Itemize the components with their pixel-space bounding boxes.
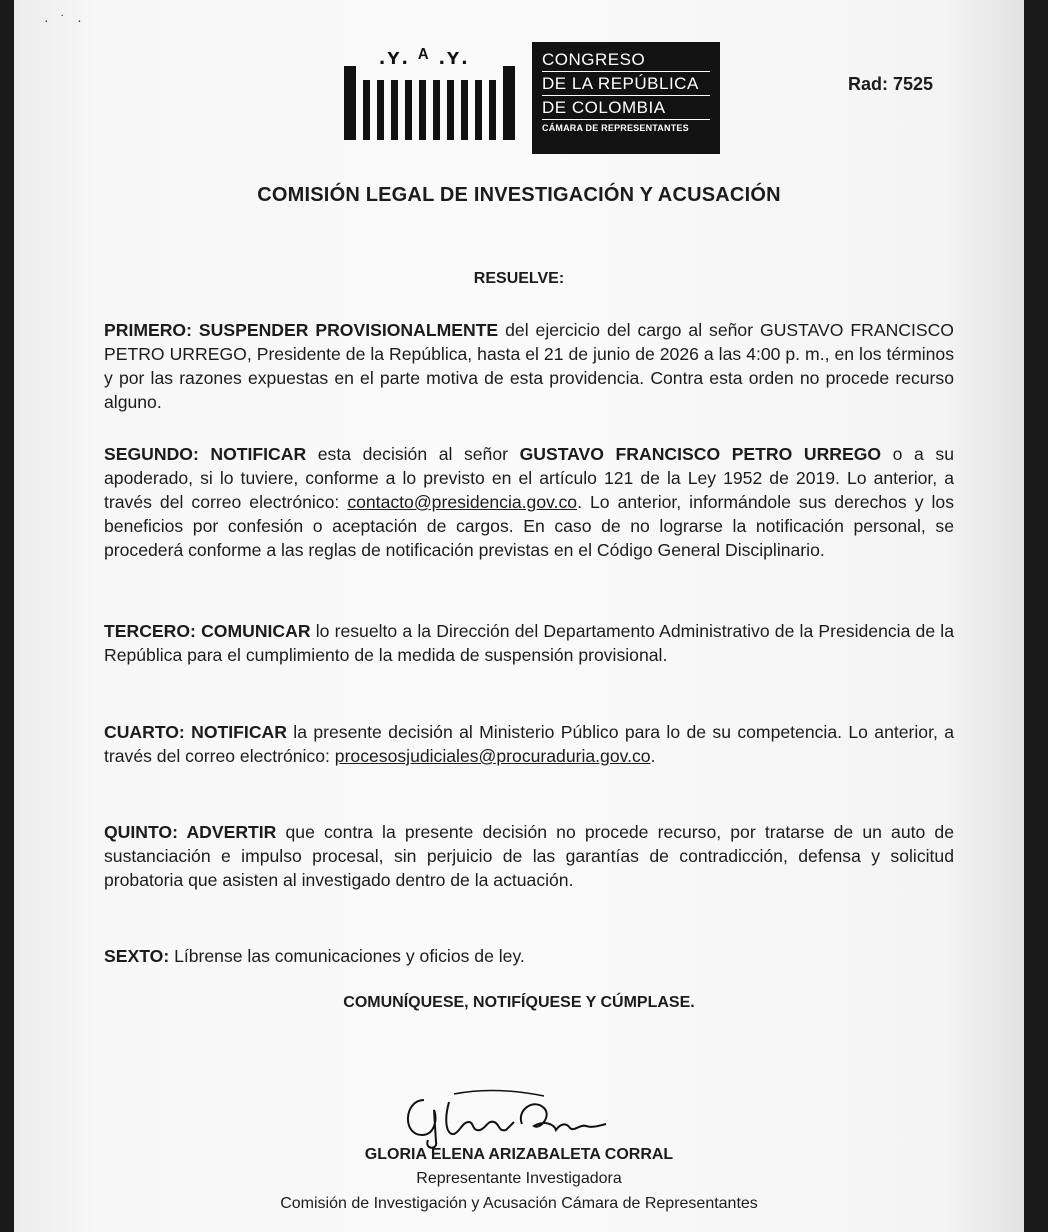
- signer-organization: Comisión de Investigación y Acusación Cámara de Representantes: [280, 1195, 758, 1212]
- paragraph-text: o a su apoderado, si lo tuviere, conforme a lo previsto en el artículo 121 de la Ley 1952 de 2019. Lo anterior, a través del correo electrónico:: [104, 444, 954, 512]
- column-bar: [433, 80, 440, 140]
- capitol-emblem: [344, 44, 524, 154]
- paragraph-text: Líbrense las comunicaciones y oficios de ley.: [169, 946, 525, 966]
- congreso-logo: [344, 40, 724, 156]
- column-bar: [344, 66, 356, 140]
- logo-line: DE COLOMBIA: [542, 98, 710, 120]
- document-page: [14, 0, 1024, 1232]
- paragraph-lead: TERCERO: COMUNICAR: [104, 621, 311, 641]
- paragraph-text: . Lo anterior, informándole sus derechos y los beneficios por confesión o aceptación de cargos. En caso de no lograrse la notificación personal, se procederá conforme a las reglas de notificación previstas en el Código General Disciplinario.: [104, 492, 955, 560]
- handwritten-signature: [394, 1080, 634, 1150]
- logo-subtitle: CÁMARA DE REPRESENTANTES: [542, 123, 689, 133]
- column-bar: [447, 80, 454, 140]
- radicado-number: Rad: 7525: [848, 74, 934, 94]
- paragraph-cuarto: [104, 720, 954, 768]
- paragraph-tercero: [104, 619, 954, 667]
- column-bar: [461, 80, 468, 140]
- column-bar: [489, 80, 496, 140]
- resuelve-heading: RESUELVE:: [473, 270, 565, 287]
- column-bar: [391, 80, 398, 140]
- column-bar: [475, 80, 482, 140]
- signer-name: GLORIA ELENA ARIZABALETA CORRAL: [364, 1146, 674, 1163]
- logo-top-marks: .ʏ. ᴬ .ʏ.: [379, 44, 470, 69]
- column-bar: [419, 80, 426, 140]
- column-bars: [344, 80, 515, 140]
- paragraph-text: esta decisión al señor: [306, 444, 520, 464]
- logo-text-box: [532, 42, 720, 154]
- paragraph-text: que contra la presente decisión no procede recurso, por tratarse de un auto de sustanciación e impulso procesal, sin perjuicio de las garantías de contradicción, defensa y solicitud probatoria que asisten al investigado dentro de la actuación.: [104, 822, 954, 890]
- paragraph-lead: SEXTO:: [104, 946, 170, 966]
- paragraph-text: del ejercicio del cargo al señor GUSTAVO FRANCISCO PETRO URREGO, Presidente de la República, hasta el 21 de junio de 2026 a las 4:00 p. m., en los términos y por las razones expuestas en el parte motiva de esta providencia. Contra esta orden no procede recurso alguno.: [104, 320, 954, 412]
- paragraph-text: la presente decisión al Ministerio Público para lo de su competencia. Lo anterior, a través del correo electrónico:: [104, 722, 954, 766]
- email-link-presidencia[interactable]: contacto@presidencia.gov.co: [347, 492, 578, 512]
- column-bar: [377, 80, 384, 140]
- column-bar: [405, 80, 412, 140]
- logo-line: CONGRESO: [542, 50, 710, 72]
- email-link-procuraduria[interactable]: procesosjudiciales@procuraduria.gov.co: [334, 746, 651, 766]
- signer-role: Representante Investigadora: [416, 1170, 622, 1187]
- paragraph-text: .: [650, 746, 656, 766]
- paragraph-sexto: [104, 944, 954, 968]
- column-bar: [363, 80, 370, 140]
- paragraph-lead: SEGUNDO: NOTIFICAR: [104, 444, 307, 464]
- paragraph-segundo: [104, 442, 954, 562]
- column-bar: [503, 66, 515, 140]
- closing-formula: COMUNÍQUESE, NOTIFÍQUESE Y CÚMPLASE.: [343, 994, 695, 1011]
- paragraph-lead: QUINTO: ADVERTIR: [104, 822, 277, 842]
- paragraph-primero: [104, 318, 954, 414]
- paragraph-text: lo resuelto a la Dirección del Departamento Administrativo de la Presidencia de la República para el cumplimiento de la medida de suspensión provisional.: [104, 621, 954, 665]
- person-name: GUSTAVO FRANCISCO PETRO URREGO: [519, 444, 882, 464]
- document-title: COMISIÓN LEGAL DE INVESTIGACIÓN Y ACUSACIÓN: [257, 184, 781, 206]
- paragraph-lead: PRIMERO: SUSPENDER PROVISIONALMENTE: [104, 320, 499, 340]
- paragraph-lead: CUARTO: NOTIFICAR: [104, 722, 287, 742]
- paragraph-quinto: [104, 820, 954, 892]
- scan-specks: · ˙ ·: [44, 12, 86, 28]
- logo-line: DE LA REPÚBLICA: [542, 74, 710, 96]
